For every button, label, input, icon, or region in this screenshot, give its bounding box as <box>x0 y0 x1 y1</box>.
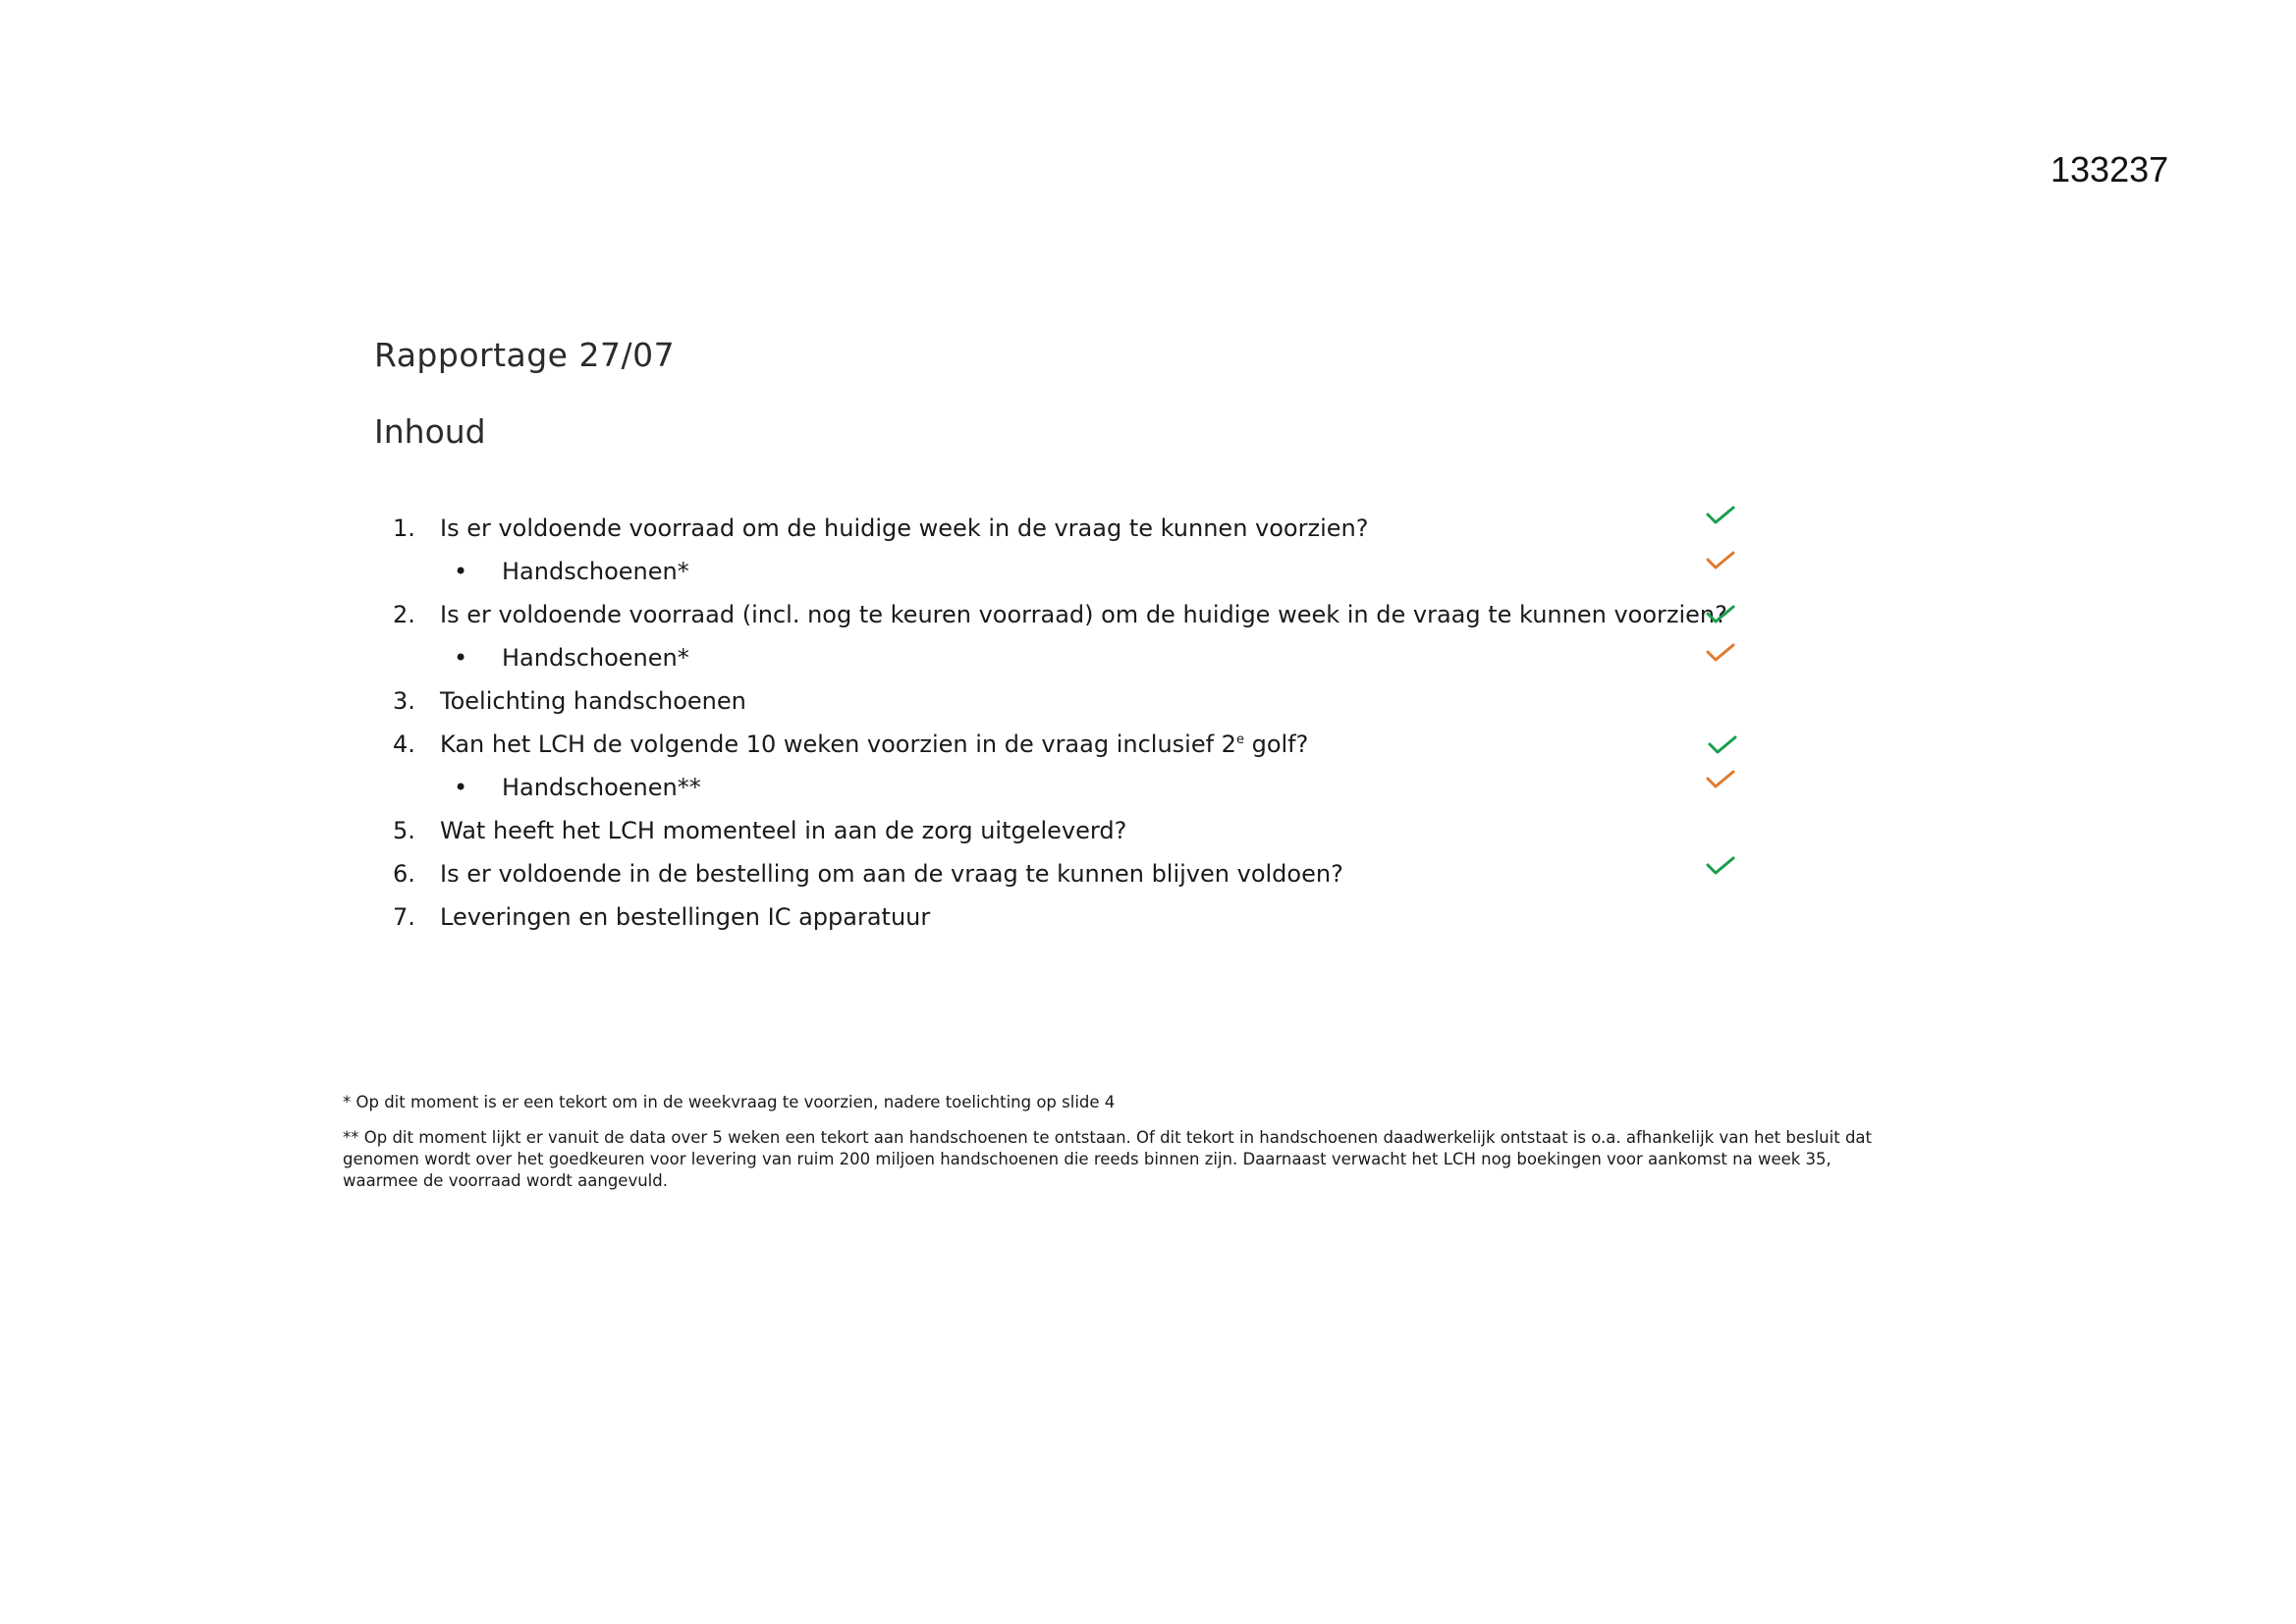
footnote-1: * Op dit moment is er een tekort om in de weekvraag te voorzien, nadere toelichting op slide 4 <box>343 1093 1116 1111</box>
toc-item-text: Toelichting handschoenen <box>440 687 746 715</box>
footnote-2: ** Op dit moment lijkt er vanuit de data over 5 weken een tekort aan handschoenen te ontstaan. Of dit tekort in handschoenen daadwerkelijk ontstaat is o.a. afhankelijk van het besluit dat genomen wordt over het goedkeuren voor levering van ruim 200 miljoen handschoenen die reeds binnen zijn. Daarnaast verwacht het LCH nog boekingen voor aankomst na week 35, waarmee de voorraad wordt aangevuld. <box>343 1128 1872 1190</box>
bullet: • <box>454 774 468 801</box>
toc-item-text-part: golf? <box>1243 731 1309 758</box>
document-id: 133237 <box>2050 149 2169 189</box>
footnotes <box>343 1092 1875 1206</box>
section-title: Inhoud <box>374 412 486 451</box>
check-icon <box>1706 505 1735 526</box>
toc-item-text <box>440 731 1308 758</box>
toc-item-text: Is er voldoende in de bestelling om aan de vraag te kunnen blijven voldoen? <box>440 860 1343 888</box>
page-title: Rapportage 27/07 <box>374 336 676 374</box>
toc-item-text: Wat heeft het LCH momenteel in aan de zorg uitgeleverd? <box>440 817 1127 844</box>
toc-item-text: Leveringen en bestellingen IC apparatuur <box>440 903 931 931</box>
toc-item-number: 5. <box>393 817 415 844</box>
toc-subitem-text: Handschoenen* <box>502 644 689 672</box>
toc-item-number: 2. <box>393 601 415 628</box>
toc-item-text: Is er voldoende voorraad om de huidige week in de vraag te kunnen voorzien? <box>440 514 1369 542</box>
toc-subitem-text: Handschoenen* <box>502 558 689 585</box>
toc-subitem-text: Handschoenen** <box>502 774 701 801</box>
toc-item-text: Is er voldoende voorraad (incl. nog te keuren voorraad) om de huidige week in de vraag te kunnen voorzien? <box>440 601 1727 628</box>
toc-item-number: 4. <box>393 731 415 758</box>
bullet: • <box>454 558 468 585</box>
toc-item-number: 3. <box>393 687 415 715</box>
check-icon <box>1706 769 1735 790</box>
check-icon <box>1708 734 1737 756</box>
check-icon <box>1706 642 1735 664</box>
check-icon <box>1706 855 1735 877</box>
toc-item-text-part: Kan het LCH de volgende 10 weken voorzien in de vraag inclusief 2 <box>440 731 1236 758</box>
bullet: • <box>454 644 468 672</box>
superscript: e <box>1235 732 1244 747</box>
check-icon <box>1706 550 1735 571</box>
toc-item-number: 6. <box>393 860 415 888</box>
toc-item-number: 1. <box>393 514 415 542</box>
toc-item-number: 7. <box>393 903 415 931</box>
check-icon <box>1706 604 1735 625</box>
